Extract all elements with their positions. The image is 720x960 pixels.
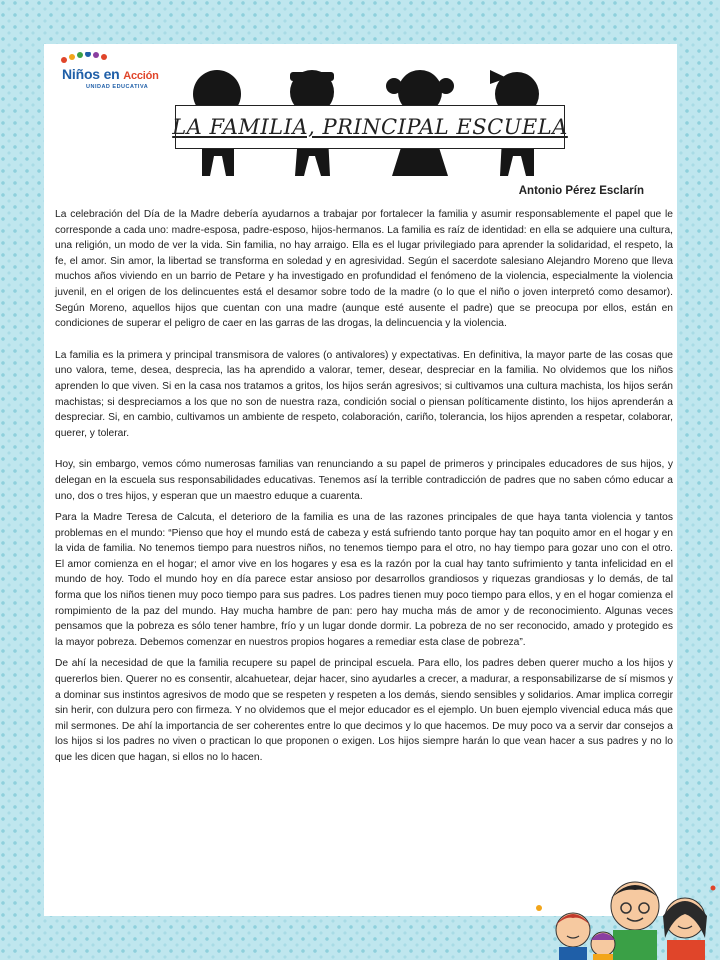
paragraph-4: Para la Madre Teresa de Calcuta, el deterioro de la familia es una de las razones principales de que haya tanta violencia y tantos problemas en el mundo: “Pienso que hoy el mundo está de cabeza y está sufriendo tanto porque hay tan poquito amor en el hogar y en la vida de familia. No tenemos tiempo para nuestros niños, no tenemos tiempo para el otro, no hay tiempo para gozar uno con el otro. El amor comienza en el hogar; el amor vive en los hogares y esa es la razón por la cual hay tanto sufrimiento y tanta infelicidad en el mundo de hoy. Todo el mundo hoy en día parece estar ansioso por desarrollos grandiosos y riquezas grandiosas y lo demás, de tal forma que los niños tienen muy poco tiempo para sus padres. Los padres tienen muy poco tiempo para ellos, y en el hogar comienza el rompimiento de la paz del mundo. Hay mucha hambre de pan: pero hay mucha más de amor y de reconocimiento. Algunas veces pensamos que la pobreza es sólo tener hambre, frío y un lugar donde dormir. La pobreza de no ser reconocido, amado y protegido es la mayor pobreza. Debemos comenzar en nuestros propios hogares a remediar esta clase de pobreza”. <box>55 512 673 648</box>
paragraph-5: De ahí la necesidad de que la familia recupere su papel de principal escuela. Para ello, los padres deben querer mucho a los hijos y quererlos bien. Querer no es consentir, alcahuetear, dejar hacer, sino ayudarles a crecer, a madurar, a responsabilizarse de sí mismos y a dominar sus instintos agresivos de modo que se respeten y respeten a los demás, siendo sensibles y solidarios. Amar implica corregir sin herir, con dulzura pero con firmeza. Y no olvidemos que el mejor educador es el ejemplo. Un buen ejemplo vivencial educa más que mil sermones. De ahí la importancia de ser coherentes entre lo que decimos y lo que hacemos. De muy poco va a servir dar consejos a los hijos si los padres no viven o practican lo que proponen o exigen. Los hijos siempre harán lo que vean hacer a sus padres y no lo que les dicen que hagan, si ellos no lo hacen. <box>55 658 673 763</box>
paragraph-1: La celebración del Día de la Madre debería ayudarnos a trabajar por fortalecer la familia y asumir responsablemente el papel que le corresponde a cada uno: madre-esposa, padre-esposo, hijos-hermanos. La familia es raíz de identidad: en ella se adquiere una cultura, una religión, un modo de ver la vida. Sin familia, no hay arraigo. Ella es el lugar privilegiado para aprender la solidaridad, el respeto, la fe, el amor. Sin amor, la libertad se transforma en soledad y en agresividad. Según el sacerdote salesiano Alejandro Moreno que lleva muchos años viviendo en un barrio de Petare y ha investigado en profundidad el fenómeno de la violencia, especialmente la violencia juvenil, en el origen de los delincuentes está el desamor sobre todo de la madre (o lo que el niño o joven interpretó como desamor). Según Moreno, aquellos hijos que cuentan con una madre (aunque esté ausente el padre) que se preocupa por ellos, están en condiciones de superar el peligro de caer en las garras de las drogas, la delincuencia y la violencia. <box>55 209 673 330</box>
paragraph-2: La familia es la primera y principal transmisora de valores (o antivalores) y expectativas. En definitiva, la mayor parte de las cosas que uno valora, teme, desea, desprecia, las ha aprendido a valorar, temer, desear, despreciar en la familia. No olvidemos que los niños aprenden lo que viven. Si en la casa nos tratamos a gritos, los hijos serán agresivos; si cultivamos una cultura machista, los hijos serán machistas; si despreciamos a los que no son de nuestra raza, condición social o piensan políticamente distinto, los hijos aprenderán a despreciar. Si, en cambio, cultivamos un ambiente de respeto, colaboración, cariño, tolerancia, los hijos aprenden a respetar, colaborar, querer, y tolerar. <box>55 349 673 439</box>
logo-subtitle: UNIDAD EDUCATIVA <box>86 84 149 90</box>
logo-name-accent: Acción <box>123 70 159 82</box>
title-banner <box>172 105 568 149</box>
paragraph-3: Hoy, sin embargo, vemos cómo numerosas familias van renunciando a su papel de primeros y principales educadores de sus hijos, y delegan en la escuela sus responsabilidades educativas. Tenemos así la terrible contradicción de padres que no saben cómo educar a uno, dos o tres hijos, y esperan que un maestro eduque a cuarenta. <box>55 459 673 502</box>
page-title: LA FAMILIA, PRINCIPAL ESCUELA <box>172 115 568 139</box>
logo-name-main: Niños en <box>62 66 124 82</box>
logo-figures-icon <box>54 52 164 66</box>
ninos-en-accion-logo-icon <box>54 52 164 98</box>
document-page <box>44 44 677 916</box>
logo-name <box>62 66 159 82</box>
author-name: Antonio Pérez Esclarín <box>518 185 644 197</box>
cartoon-family-icon <box>525 868 720 960</box>
article-body <box>55 207 673 766</box>
